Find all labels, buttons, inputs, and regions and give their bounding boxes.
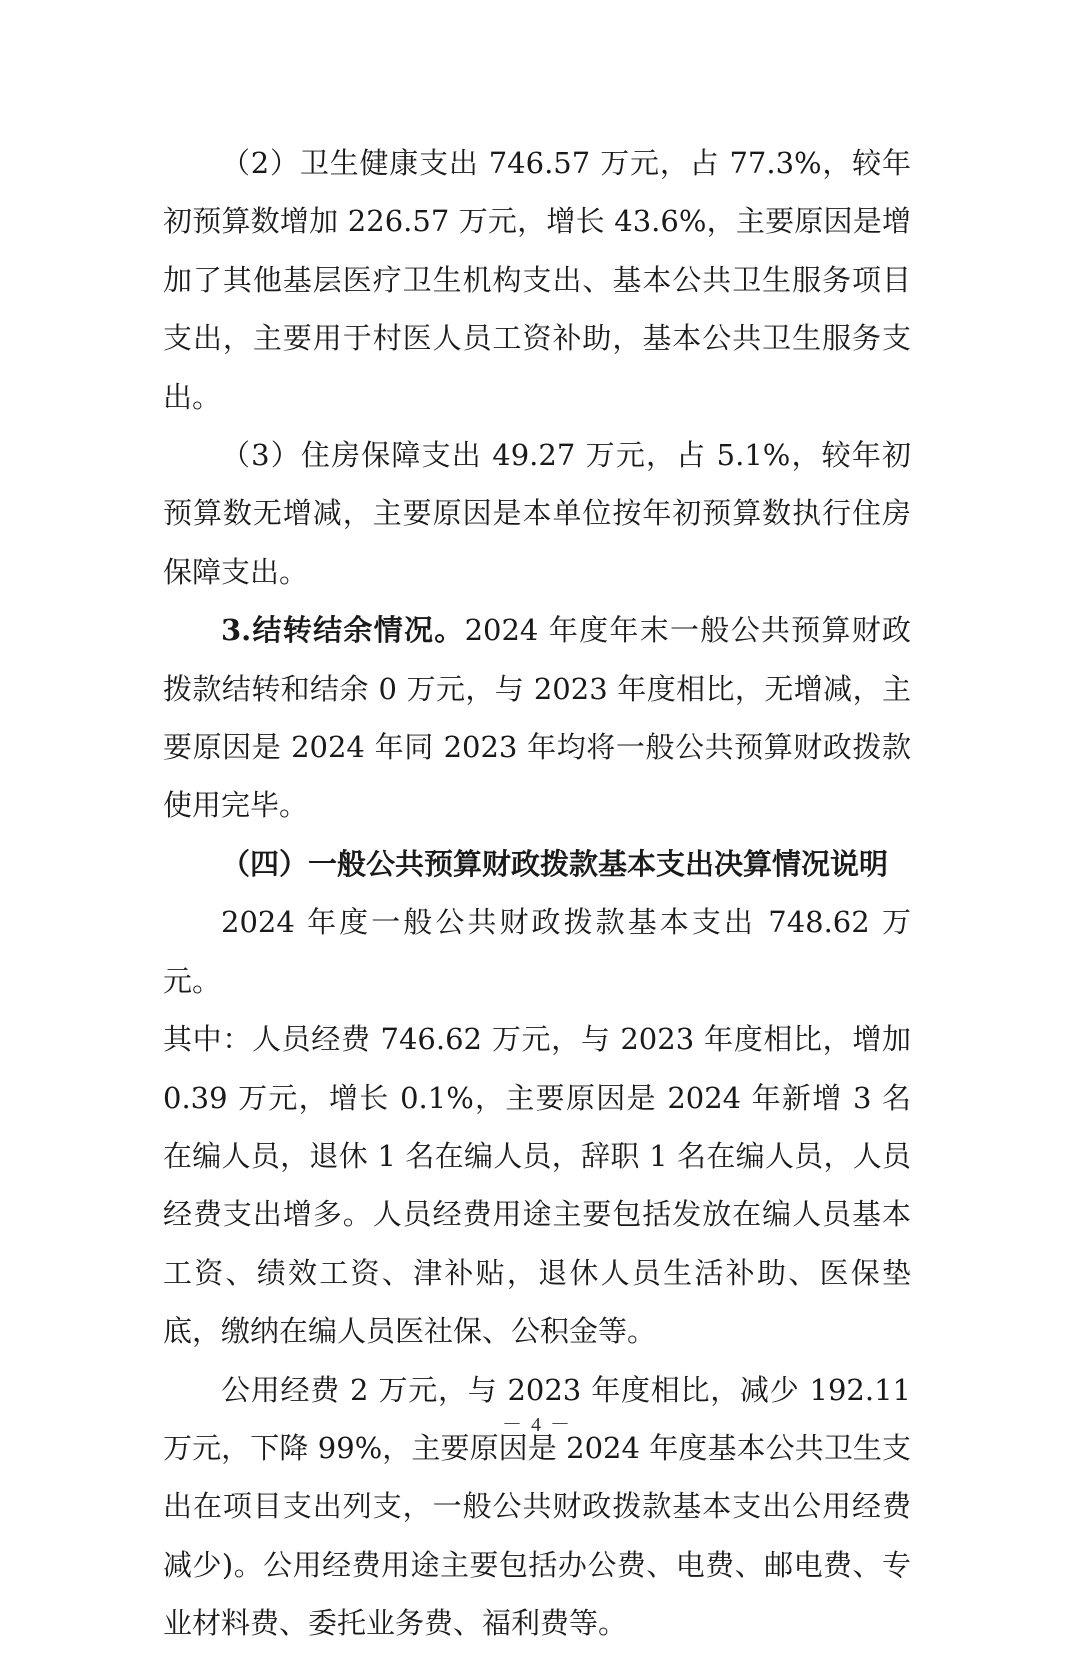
section-heading-basic-expenditure: （四）一般公共预算财政拨款基本支出决算情况说明	[221, 846, 889, 881]
carryover-body: 2024 年度年末一般公共预算财政拨款结转和结余 0 万元，与 2023 年度相比，无增减，主要原因是 2024 年同 2023 年均将一般公共预算财政拨款使用完毕。	[163, 613, 911, 823]
paragraph-basic-expenditure-total: 2024 年度一般公共财政拨款基本支出 748.62 万元。	[163, 905, 911, 998]
paragraph-personnel-expenses: 其中：人员经费 746.62 万元，与 2023 年度相比，增加 0.39 万元，增长 0.1%，主要原因是 2024 年新增 3 名在编人员，退休 1 名在编人员，辞职 1 名在编人员，人员经费支出增多。人员经费用途主要包括发放在编人员基本工资、绩效工资、津补贴，退休人员生活补助、医保垫底，缴纳在编人员医社保、公积金等。	[163, 1022, 911, 1349]
paragraph-carryover-balance	[163, 601, 911, 835]
paragraph-public-expenses: 公用经费 2 万元，与 2023 年度相比，减少 192.11 万元，下降 99%，主要原因是 2024 年度基本公共卫生支出在项目支出列支，一般公共财政拨款基本支出公用经费减少)。公用经费用途主要包括办公费、电费、邮电费、专业材料费、委托业务费、福利费等。	[163, 1372, 911, 1641]
carryover-lead: 3.结转结余情况。	[221, 613, 465, 648]
page-number: － 4 －	[502, 1414, 572, 1436]
paragraph-housing-expenditure: （3）住房保障支出 49.27 万元，占 5.1%，较年初预算数无增减，主要原因是本单位按年初预算数执行住房保障支出。	[163, 438, 911, 589]
paragraph-health-expenditure: （2）卫生健康支出 746.57 万元，占 77.3%，较年初预算数增加 226.57 万元，增长 43.6%，主要原因是增加了其他基层医疗卫生机构支出、基本公共卫生服务项目支出，主要用于村医人员工资补助，基本公共卫生服务支出。	[163, 146, 911, 414]
